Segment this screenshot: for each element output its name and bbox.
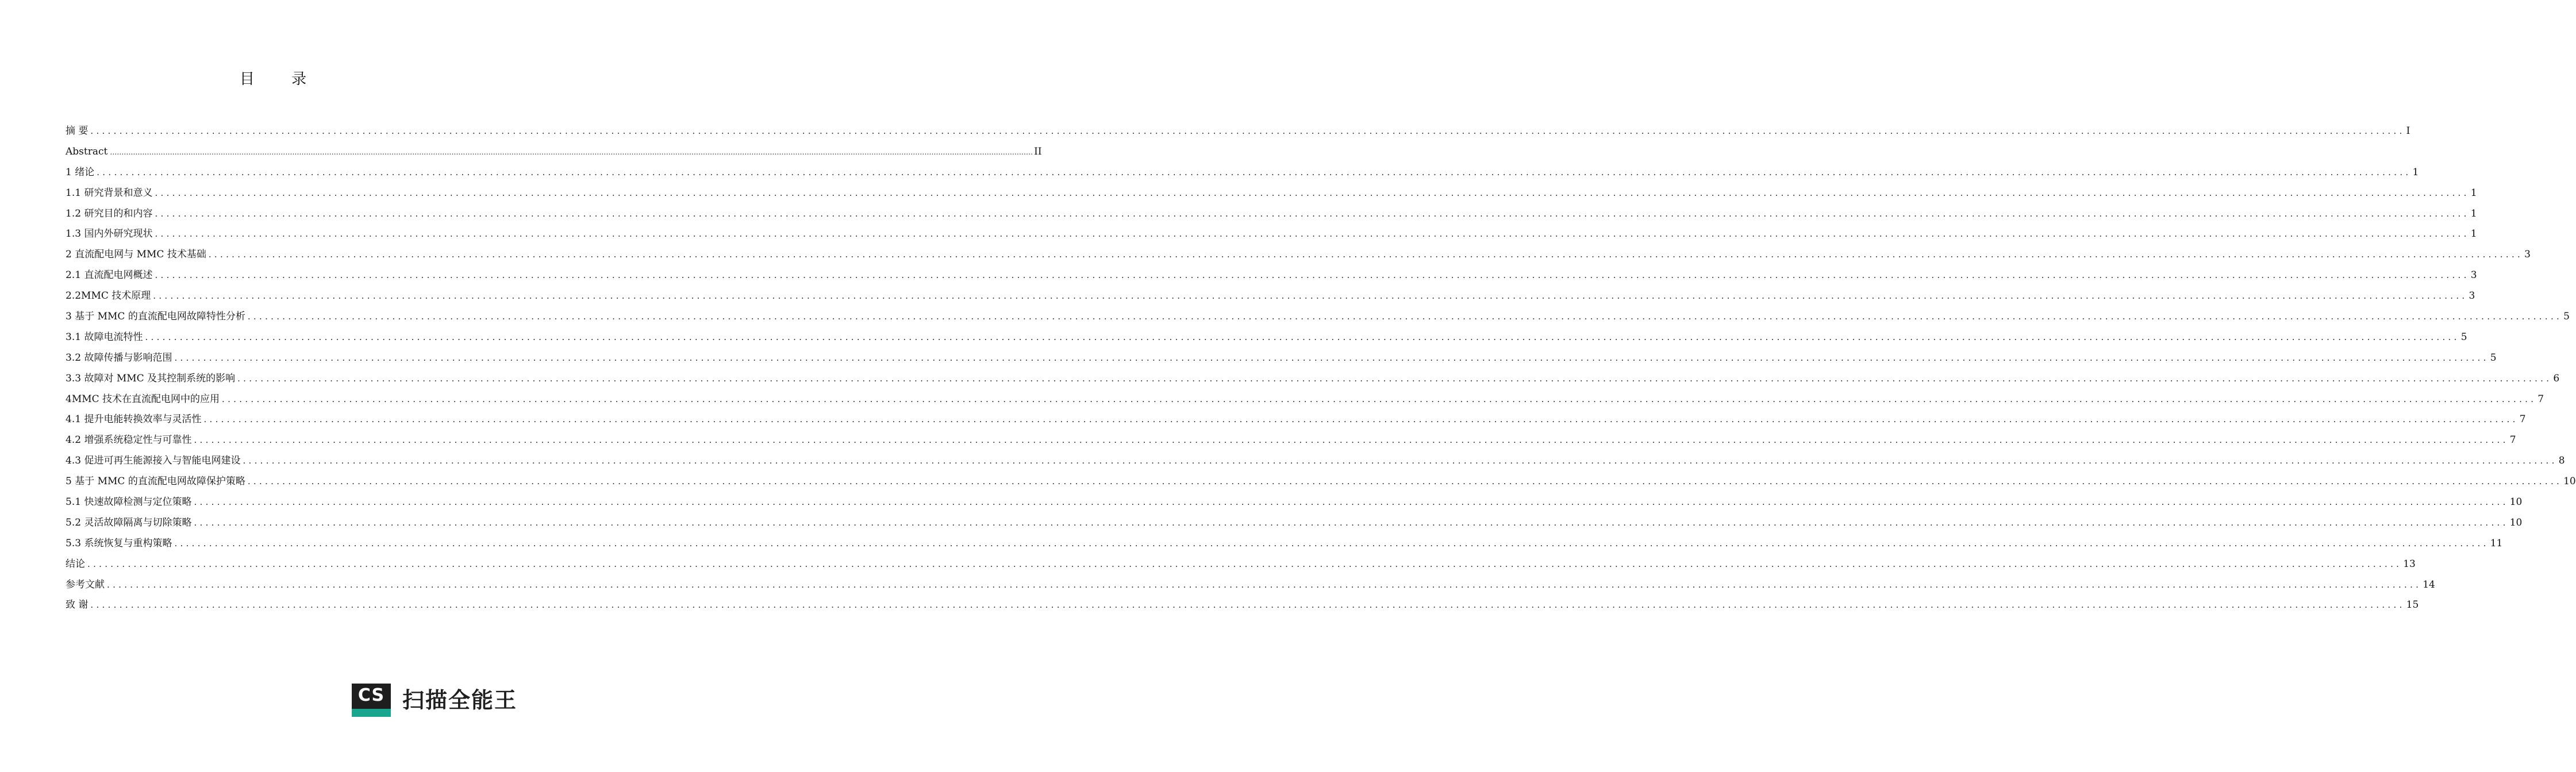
toc-entry-page-number: 1 [2470,187,2477,199]
toc-entry[interactable] [66,121,2410,142]
toc-entry[interactable] [66,410,2526,430]
toc-entry-label: 1.3 国内外研究现状 [66,228,153,240]
toc-leader-dots: ................................................................................................................................................................................................................................................................................................................................................................................................................ [107,579,2422,590]
toc-entry-label: 摘 要 [66,125,89,137]
watermark-app-name: 扫描全能王 [402,688,518,713]
toc-entry-page-number: I [2406,125,2410,137]
toc-leader-dots: ................................................................................................................................................................................................................................................................................................................................................................................................................ [203,414,2519,425]
toc-leader-dots: ................................................................................................................................................................................................................................................................................................................................................................................................................ [222,393,2537,404]
logo-text: CS [352,684,391,709]
toc-entry-page-number: 14 [2423,578,2435,590]
toc-entry-label: 致 谢 [66,599,89,611]
toc-entry-page-number: 8 [2558,455,2565,467]
toc-leader-dots: ................................................................................................................................................................................................................................................................................................................................................................................................................ [155,187,2470,198]
toc-entry-page-number: 1 [2470,228,2477,240]
toc-entry[interactable] [66,204,2477,225]
toc-entry-label: 2.2MMC 技术原理 [66,290,151,302]
toc-entry-label: Abstract [66,145,108,157]
toc-entry-page-number: 5 [2563,311,2570,323]
toc-entry[interactable] [66,286,2475,307]
toc-entry[interactable] [66,595,2419,616]
toc-leader-dots: ................................................................................................................................................................................................................................................................................................................................................................................................................ [90,600,2405,611]
scanner-watermark [352,684,517,717]
toc-leader-dots: ................................................................................................................................................................................................................................................................................................................................................................................................................ [155,208,2470,219]
toc-entry-page-number: 7 [2519,414,2526,426]
logo-accent-bar [352,709,391,717]
toc-entry-page-number: II [1034,145,1042,157]
toc-entry[interactable] [66,142,1042,163]
toc-entry-page-number: 10 [2563,476,2576,488]
toc-entry-label: 4.2 增强系统稳定性与可靠性 [66,434,192,446]
toc-entry-label: 2.1 直流配电网概述 [66,269,153,281]
toc-entry[interactable] [66,369,2560,389]
toc-leader-dots: ................................................................................................................................................................................................................................................................................................................................................................................................................ [247,476,2563,487]
toc-entry-label: 4.1 提升电能转换效率与灵活性 [66,414,202,426]
toc-entry-page-number: 7 [2509,434,2516,446]
page-title: 目 录 [239,71,323,88]
toc-leader-dots: ................................................................................................................................................................................................................................................................................................................................................................................................................ [194,435,2509,446]
toc-entry-label: 1 绪论 [66,166,95,178]
toc-entry-label: 5.1 快速故障检测与定位策略 [66,496,192,508]
toc-leader-dots: ................................................................................................................................................................................................................................................................................................................................................................................................................ [153,291,2468,302]
toc-entry-page-number: 5 [2460,331,2467,343]
toc-entry[interactable] [66,554,2416,575]
toc-entry-label: 1.2 研究目的和内容 [66,207,153,219]
toc-entry-page-number: 3 [2524,249,2531,261]
toc-entry-page-number: 15 [2406,599,2419,611]
camscanner-logo-icon [352,684,391,717]
toc-leader-dots: ................................................................................................................................................................................................................................................................................................................................................................................................................ [155,270,2470,281]
toc-entry-page-number: 7 [2537,393,2544,405]
toc-entry-page-number: 3 [2470,269,2477,281]
toc-entry-label: 3 基于 MMC 的直流配电网故障特性分析 [66,311,245,323]
toc-entry-page-number: 10 [2509,496,2523,508]
toc-entry-page-number: 1 [2470,207,2477,219]
toc-entry-page-number: 10 [2509,516,2523,528]
toc-entry-page-number: 1 [2412,166,2419,178]
toc-entry-label: 5.2 灵活故障隔离与切除策略 [66,516,192,528]
toc-leader-dots: ................................................................................................................................................................................................................................................................................................................................................................................................................ [247,311,2563,322]
toc-entry[interactable] [66,307,2570,327]
toc-entry-page-number: 13 [2403,558,2416,570]
table-of-contents [66,121,2576,616]
toc-leader-dots: ................................................................................................................................................................................................................................................................................................................................................................................................................ [237,373,2552,384]
toc-entry[interactable] [66,575,2435,596]
toc-entry[interactable] [66,534,2503,554]
toc-entry[interactable] [66,348,2497,369]
toc-entry[interactable] [66,163,2419,183]
toc-entry-page-number: 6 [2553,372,2560,384]
toc-entry-label: 2 直流配电网与 MMC 技术基础 [66,249,206,261]
toc-leader-dots: ................................................................................................................................................................................................................................................................................................................................................................................................................ [194,517,2509,528]
toc-entry[interactable] [66,513,2523,534]
toc-entry-label: 5 基于 MMC 的直流配电网故障保护策略 [66,476,245,488]
toc-entry-label: 4MMC 技术在直流配电网中的应用 [66,393,220,405]
toc-leader-dots: ................................................................................................................................................................................................................................................................................................................................................................................................................ [110,148,1033,156]
toc-leader-dots: ................................................................................................................................................................................................................................................................................................................................................................................................................ [243,456,2558,466]
toc-entry-page-number: 3 [2469,290,2475,302]
toc-entry[interactable] [66,265,2477,286]
toc-entry[interactable] [66,224,2477,245]
toc-entry[interactable] [66,327,2467,348]
toc-entry-label: 3.1 故障电流特性 [66,331,143,343]
toc-entry[interactable] [66,245,2531,265]
toc-leader-dots: ................................................................................................................................................................................................................................................................................................................................................................................................................ [90,126,2405,136]
toc-leader-dots: ................................................................................................................................................................................................................................................................................................................................................................................................................ [208,249,2524,260]
toc-entry-label: 3.2 故障传播与影响范围 [66,352,172,364]
toc-entry-page-number: 5 [2490,352,2497,364]
toc-entry-label: 4.3 促进可再生能源接入与智能电网建设 [66,455,241,467]
toc-leader-dots: ................................................................................................................................................................................................................................................................................................................................................................................................................ [145,331,2460,342]
toc-leader-dots: ................................................................................................................................................................................................................................................................................................................................................................................................................ [155,229,2470,240]
toc-leader-dots: ................................................................................................................................................................................................................................................................................................................................................................................................................ [174,538,2489,549]
toc-entry-label: 1.1 研究背景和意义 [66,187,153,199]
toc-entry-page-number: 11 [2490,537,2503,549]
toc-entry[interactable] [66,492,2523,513]
toc-entry-label: 结论 [66,558,85,570]
toc-leader-dots: ................................................................................................................................................................................................................................................................................................................................................................................................................ [174,352,2489,363]
toc-leader-dots: ................................................................................................................................................................................................................................................................................................................................................................................................................ [194,497,2509,508]
toc-entry[interactable] [66,472,2576,492]
toc-entry[interactable] [66,451,2565,472]
toc-entry[interactable] [66,389,2544,410]
toc-leader-dots: ................................................................................................................................................................................................................................................................................................................................................................................................................ [87,558,2402,569]
toc-entry[interactable] [66,183,2477,204]
toc-entry-label: 参考文献 [66,578,105,590]
toc-entry[interactable] [66,430,2516,451]
toc-entry-label: 3.3 故障对 MMC 及其控制系统的影响 [66,372,236,384]
toc-leader-dots: ................................................................................................................................................................................................................................................................................................................................................................................................................ [97,167,2412,177]
toc-entry-label: 5.3 系统恢复与重构策略 [66,537,172,549]
